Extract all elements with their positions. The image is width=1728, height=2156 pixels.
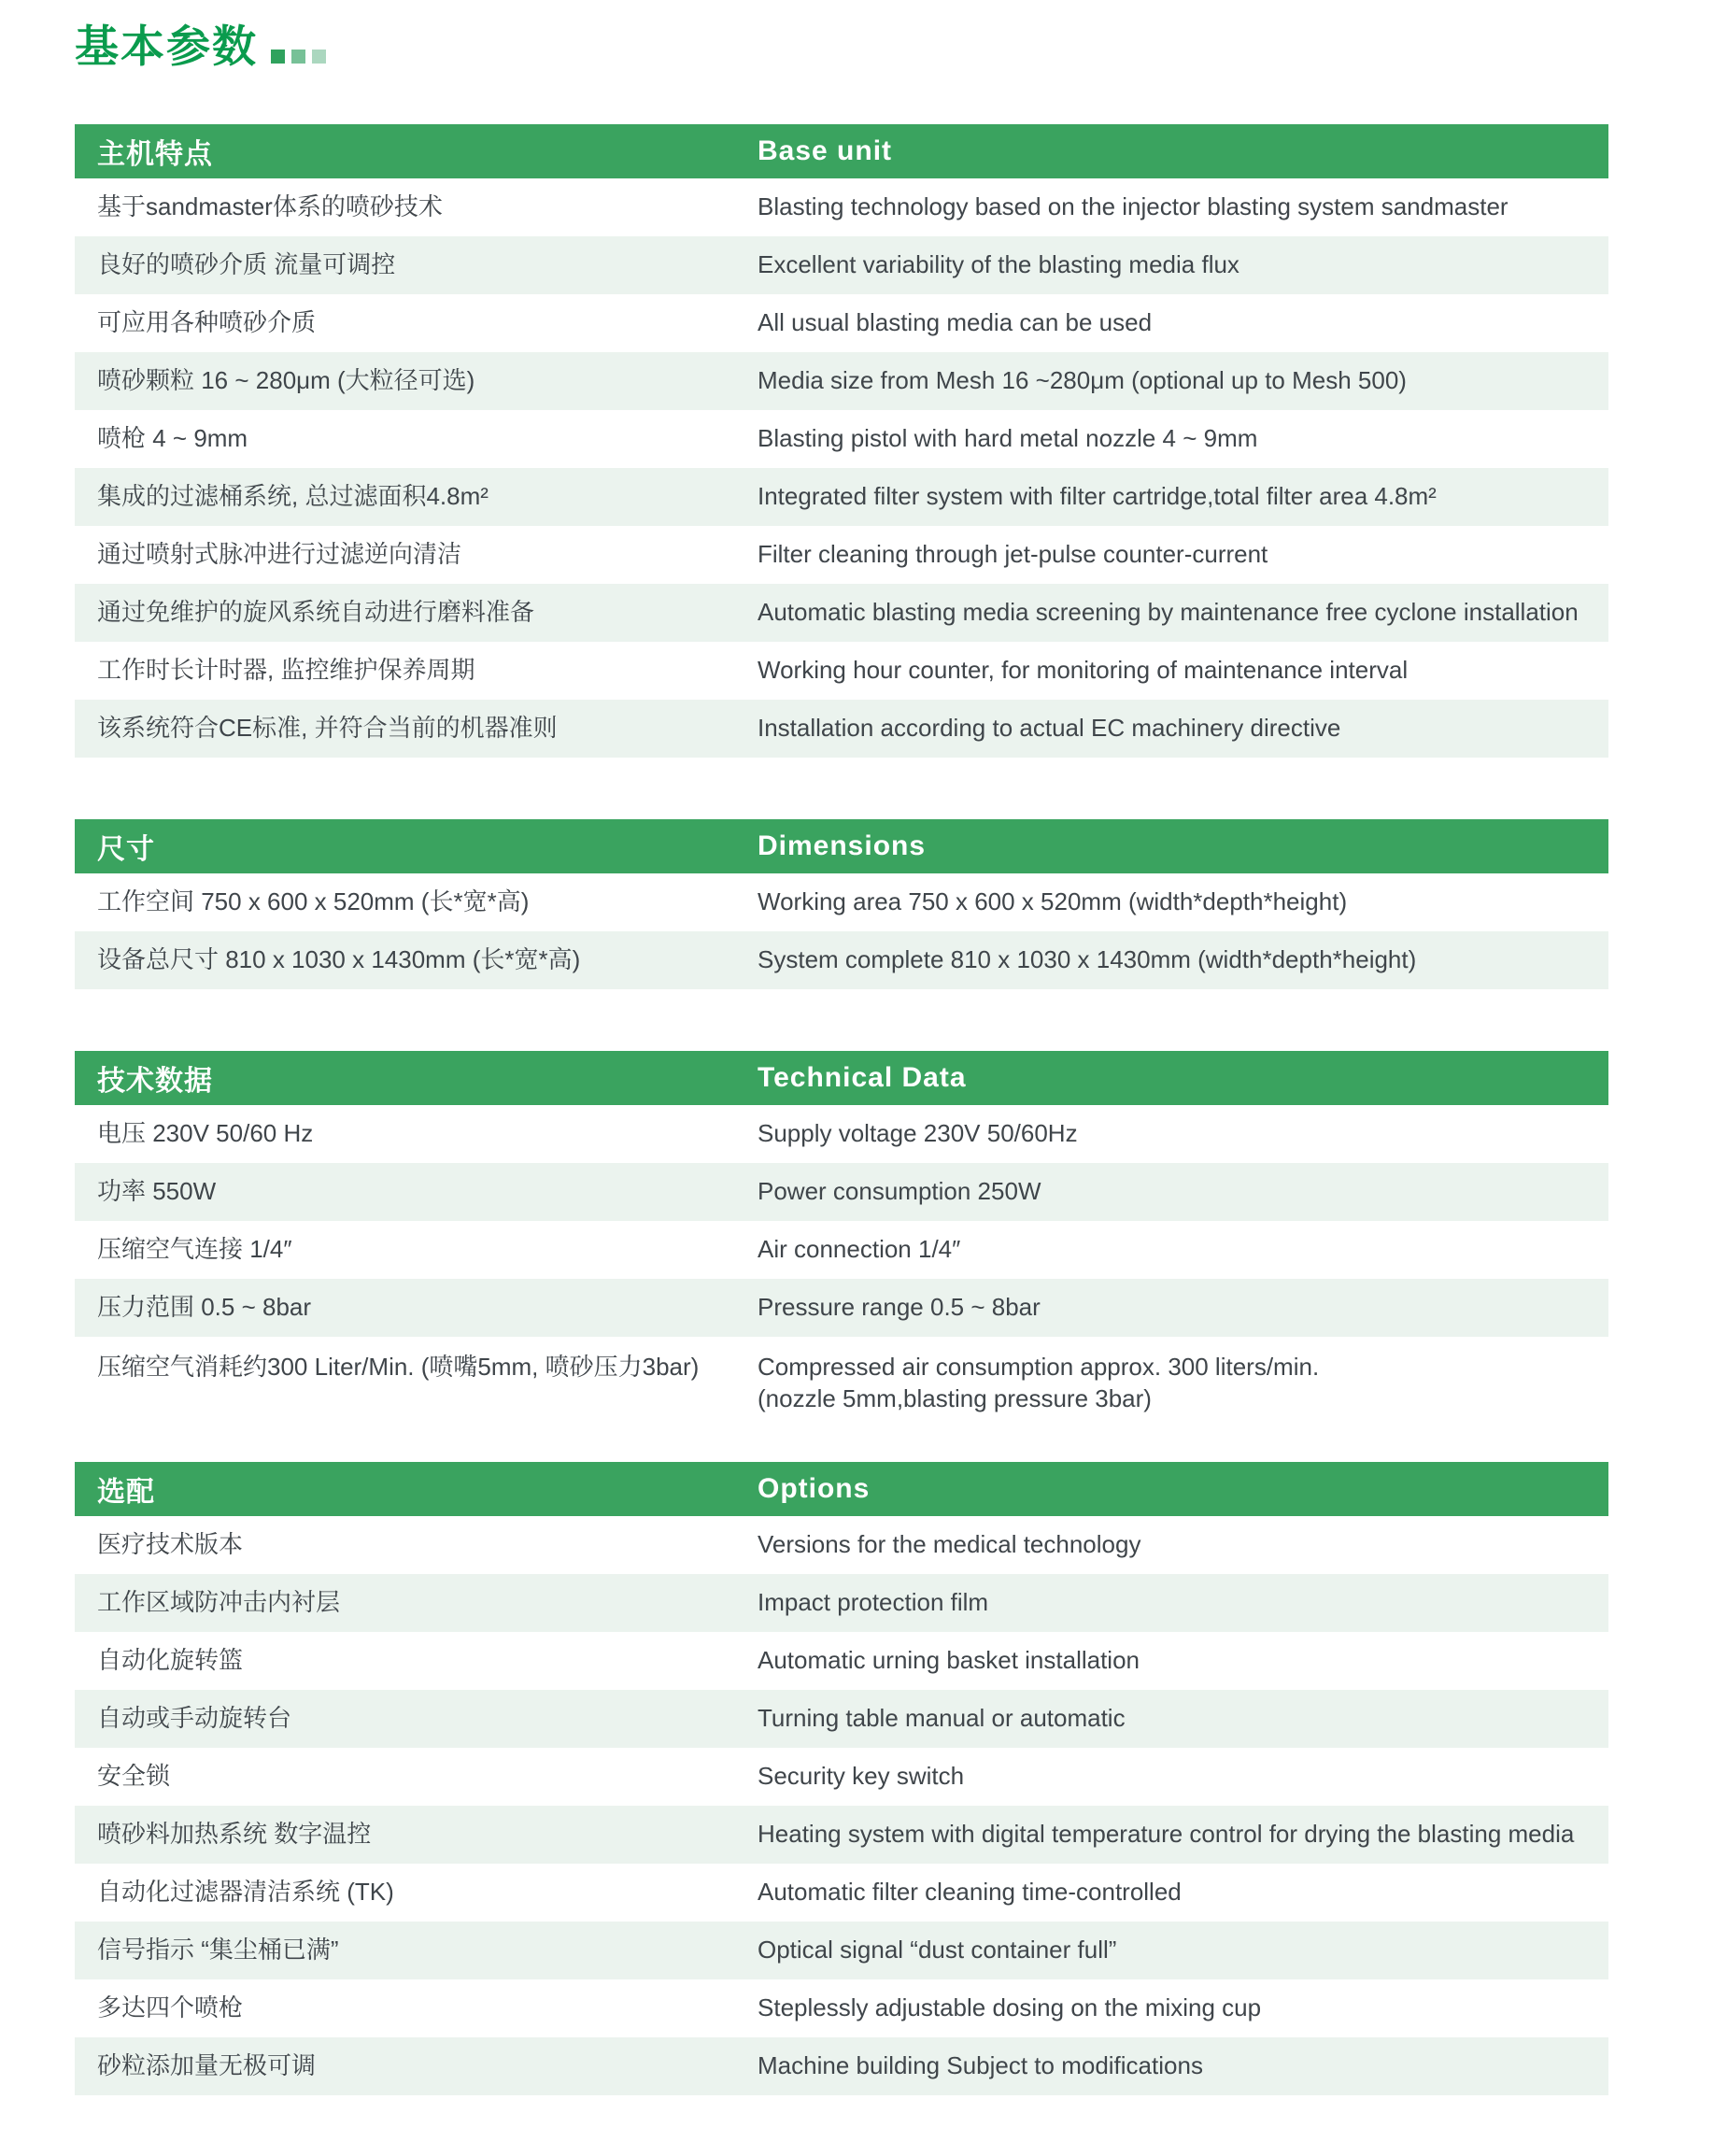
row-text-zh: 压缩空气连接 1/4″ <box>97 1235 292 1264</box>
section-rows <box>75 1516 1608 2095</box>
row-text-en: Optical signal “dust container full” <box>758 1936 1117 1965</box>
spec-section <box>75 124 1608 758</box>
row-text-en: Blasting technology based on the injector blasting system sandmaster <box>758 192 1508 221</box>
table-row <box>75 1748 1608 1806</box>
table-row <box>75 584 1608 642</box>
table-row <box>75 526 1608 584</box>
row-text-en: Installation according to actual EC machinery directive <box>758 714 1341 743</box>
row-text-zh: 该系统符合CE标准, 并符合当前的机器准则 <box>97 714 558 743</box>
table-row <box>75 1690 1608 1748</box>
row-text-zh: 砂粒添加量无极可调 <box>97 2051 317 2080</box>
row-text-zh: 压力范围 0.5 ~ 8bar <box>97 1293 312 1322</box>
title-dot-icon <box>291 50 305 64</box>
row-text-en: Security key switch <box>758 1762 965 1791</box>
row-text-en: Filter cleaning through jet-pulse counter-current <box>758 540 1268 569</box>
table-row <box>75 873 1608 931</box>
table-row <box>75 178 1608 236</box>
row-text-en: Media size from Mesh 16 ~280μm (optional up to Mesh 500) <box>758 366 1407 395</box>
row-text-en: All usual blasting media can be used <box>758 308 1153 337</box>
section-title-zh: 尺寸 <box>97 834 155 865</box>
row-text-en: Working area 750 x 600 x 520mm (width*depth*height) <box>758 887 1348 916</box>
title-dot-icon <box>312 50 326 64</box>
section-title-zh: 主机特点 <box>97 139 213 170</box>
row-text-en: Power consumption 250W <box>758 1177 1041 1206</box>
row-text-en <box>758 1337 1608 1415</box>
row-text-zh: 工作时长计时器, 监控维护保养周期 <box>97 656 475 685</box>
title-dot-icon <box>271 50 285 64</box>
section-title-en: Options <box>758 1473 871 1504</box>
title-dots-icon <box>271 50 326 75</box>
section-title-zh: 技术数据 <box>97 1066 213 1097</box>
table-row <box>75 1516 1608 1574</box>
row-text-en: Automatic urning basket installation <box>758 1646 1140 1675</box>
row-text-zh: 设备总尺寸 810 x 1030 x 1430mm (长*宽*高) <box>97 945 581 974</box>
page-title: 基本参数 <box>75 21 258 71</box>
table-row <box>75 642 1608 700</box>
table-row <box>75 1105 1608 1163</box>
section-rows <box>75 178 1608 758</box>
row-text-en: Versions for the medical technology <box>758 1530 1141 1559</box>
row-text-zh: 医疗技术版本 <box>97 1530 244 1559</box>
row-text-zh: 安全锁 <box>97 1762 171 1791</box>
table-row <box>75 1979 1608 2037</box>
row-text-en: Air connection 1/4″ <box>758 1235 961 1264</box>
table-row <box>75 236 1608 294</box>
spec-section <box>75 1051 1608 1430</box>
section-header <box>75 1462 1608 1516</box>
row-text-zh: 压缩空气消耗约300 Liter/Min. (喷嘴5mm, 喷砂压力3bar) <box>97 1353 700 1381</box>
table-row <box>75 931 1608 989</box>
sections <box>75 124 1608 2095</box>
row-text-en: Pressure range 0.5 ~ 8bar <box>758 1293 1041 1322</box>
table-row <box>75 1864 1608 1922</box>
table-row <box>75 1163 1608 1221</box>
section-header <box>75 124 1608 178</box>
row-text-zh: 自动化旋转篮 <box>97 1646 244 1675</box>
section-rows <box>75 1105 1608 1430</box>
row-text-zh: 集成的过滤桶系统, 总过滤面积4.8m² <box>97 482 489 511</box>
row-text-en: Turning table manual or automatic <box>758 1704 1126 1733</box>
row-text-en: Machine building Subject to modifications <box>758 2051 1203 2080</box>
table-row <box>75 468 1608 526</box>
row-text-zh: 喷枪 4 ~ 9mm <box>97 424 248 453</box>
row-text-en: Impact protection film <box>758 1588 989 1617</box>
row-text-en: Supply voltage 230V 50/60Hz <box>758 1119 1078 1148</box>
section-header <box>75 1051 1608 1105</box>
row-text-en-line2: (nozzle 5mm,blasting pressure 3bar) <box>758 1383 1152 1412</box>
table-row <box>75 1279 1608 1337</box>
row-text-zh: 自动化过滤器清洁系统 (TK) <box>97 1878 394 1907</box>
section-title-en: Dimensions <box>758 830 927 861</box>
row-text-zh: 功率 550W <box>97 1177 217 1206</box>
row-text-zh: 喷砂颗粒 16 ~ 280μm (大粒径可选) <box>97 366 475 395</box>
table-row <box>75 352 1608 410</box>
table-row <box>75 700 1608 758</box>
table-row <box>75 1922 1608 1979</box>
table-row <box>75 1806 1608 1864</box>
row-text-en: Automatic blasting media screening by maintenance free cyclone installation <box>758 598 1579 627</box>
section-title-zh: 选配 <box>97 1477 155 1508</box>
table-row <box>75 410 1608 468</box>
row-text-en: Working hour counter, for monitoring of maintenance interval <box>758 656 1409 685</box>
row-text-zh: 通过免维护的旋风系统自动进行磨料准备 <box>97 598 535 627</box>
spec-sheet <box>75 19 1608 2095</box>
section-title-en: Base unit <box>758 135 893 166</box>
row-text-zh: 电压 230V 50/60 Hz <box>97 1119 314 1148</box>
page-title-row <box>75 19 1608 75</box>
row-text-en: System complete 810 x 1030 x 1430mm (width*depth*height) <box>758 945 1417 974</box>
row-text-en-line1: Compressed air consumption approx. 300 liters/min. <box>758 1353 1320 1381</box>
row-text-en: Heating system with digital temperature control for drying the blasting media <box>758 1820 1575 1849</box>
row-text-en: Integrated filter system with filter cartridge,total filter area 4.8m² <box>758 482 1437 511</box>
row-text-en: Automatic filter cleaning time-controlled <box>758 1878 1182 1907</box>
row-text-zh: 通过喷射式脉冲进行过滤逆向清洁 <box>97 540 462 569</box>
row-text-zh: 多达四个喷枪 <box>97 1993 244 2022</box>
spec-section <box>75 819 1608 989</box>
table-row <box>75 294 1608 352</box>
spec-section <box>75 1462 1608 2095</box>
row-text-zh: 自动或手动旋转台 <box>97 1704 292 1733</box>
row-text-en: Excellent variability of the blasting media flux <box>758 250 1239 279</box>
row-text-zh: 信号指示 “集尘桶已满” <box>97 1936 339 1965</box>
table-row <box>75 1574 1608 1632</box>
section-rows <box>75 873 1608 989</box>
row-text-en: Blasting pistol with hard metal nozzle 4 ~ 9mm <box>758 424 1258 453</box>
table-row <box>75 1337 1608 1430</box>
row-text-zh: 基于sandmaster体系的喷砂技术 <box>97 192 443 221</box>
table-row <box>75 1221 1608 1279</box>
row-text-en: Steplessly adjustable dosing on the mixing cup <box>758 1993 1262 2022</box>
row-text-zh: 工作区域防冲击内衬层 <box>97 1588 341 1617</box>
row-text-zh: 可应用各种喷砂介质 <box>97 308 317 337</box>
table-row <box>75 2037 1608 2095</box>
row-text-zh: 喷砂料加热系统 数字温控 <box>97 1820 372 1849</box>
row-text-zh: 工作空间 750 x 600 x 520mm (长*宽*高) <box>97 887 530 916</box>
section-header <box>75 819 1608 873</box>
row-text-zh: 良好的喷砂介质 流量可调控 <box>97 250 396 279</box>
section-title-en: Technical Data <box>758 1062 967 1093</box>
table-row <box>75 1632 1608 1690</box>
